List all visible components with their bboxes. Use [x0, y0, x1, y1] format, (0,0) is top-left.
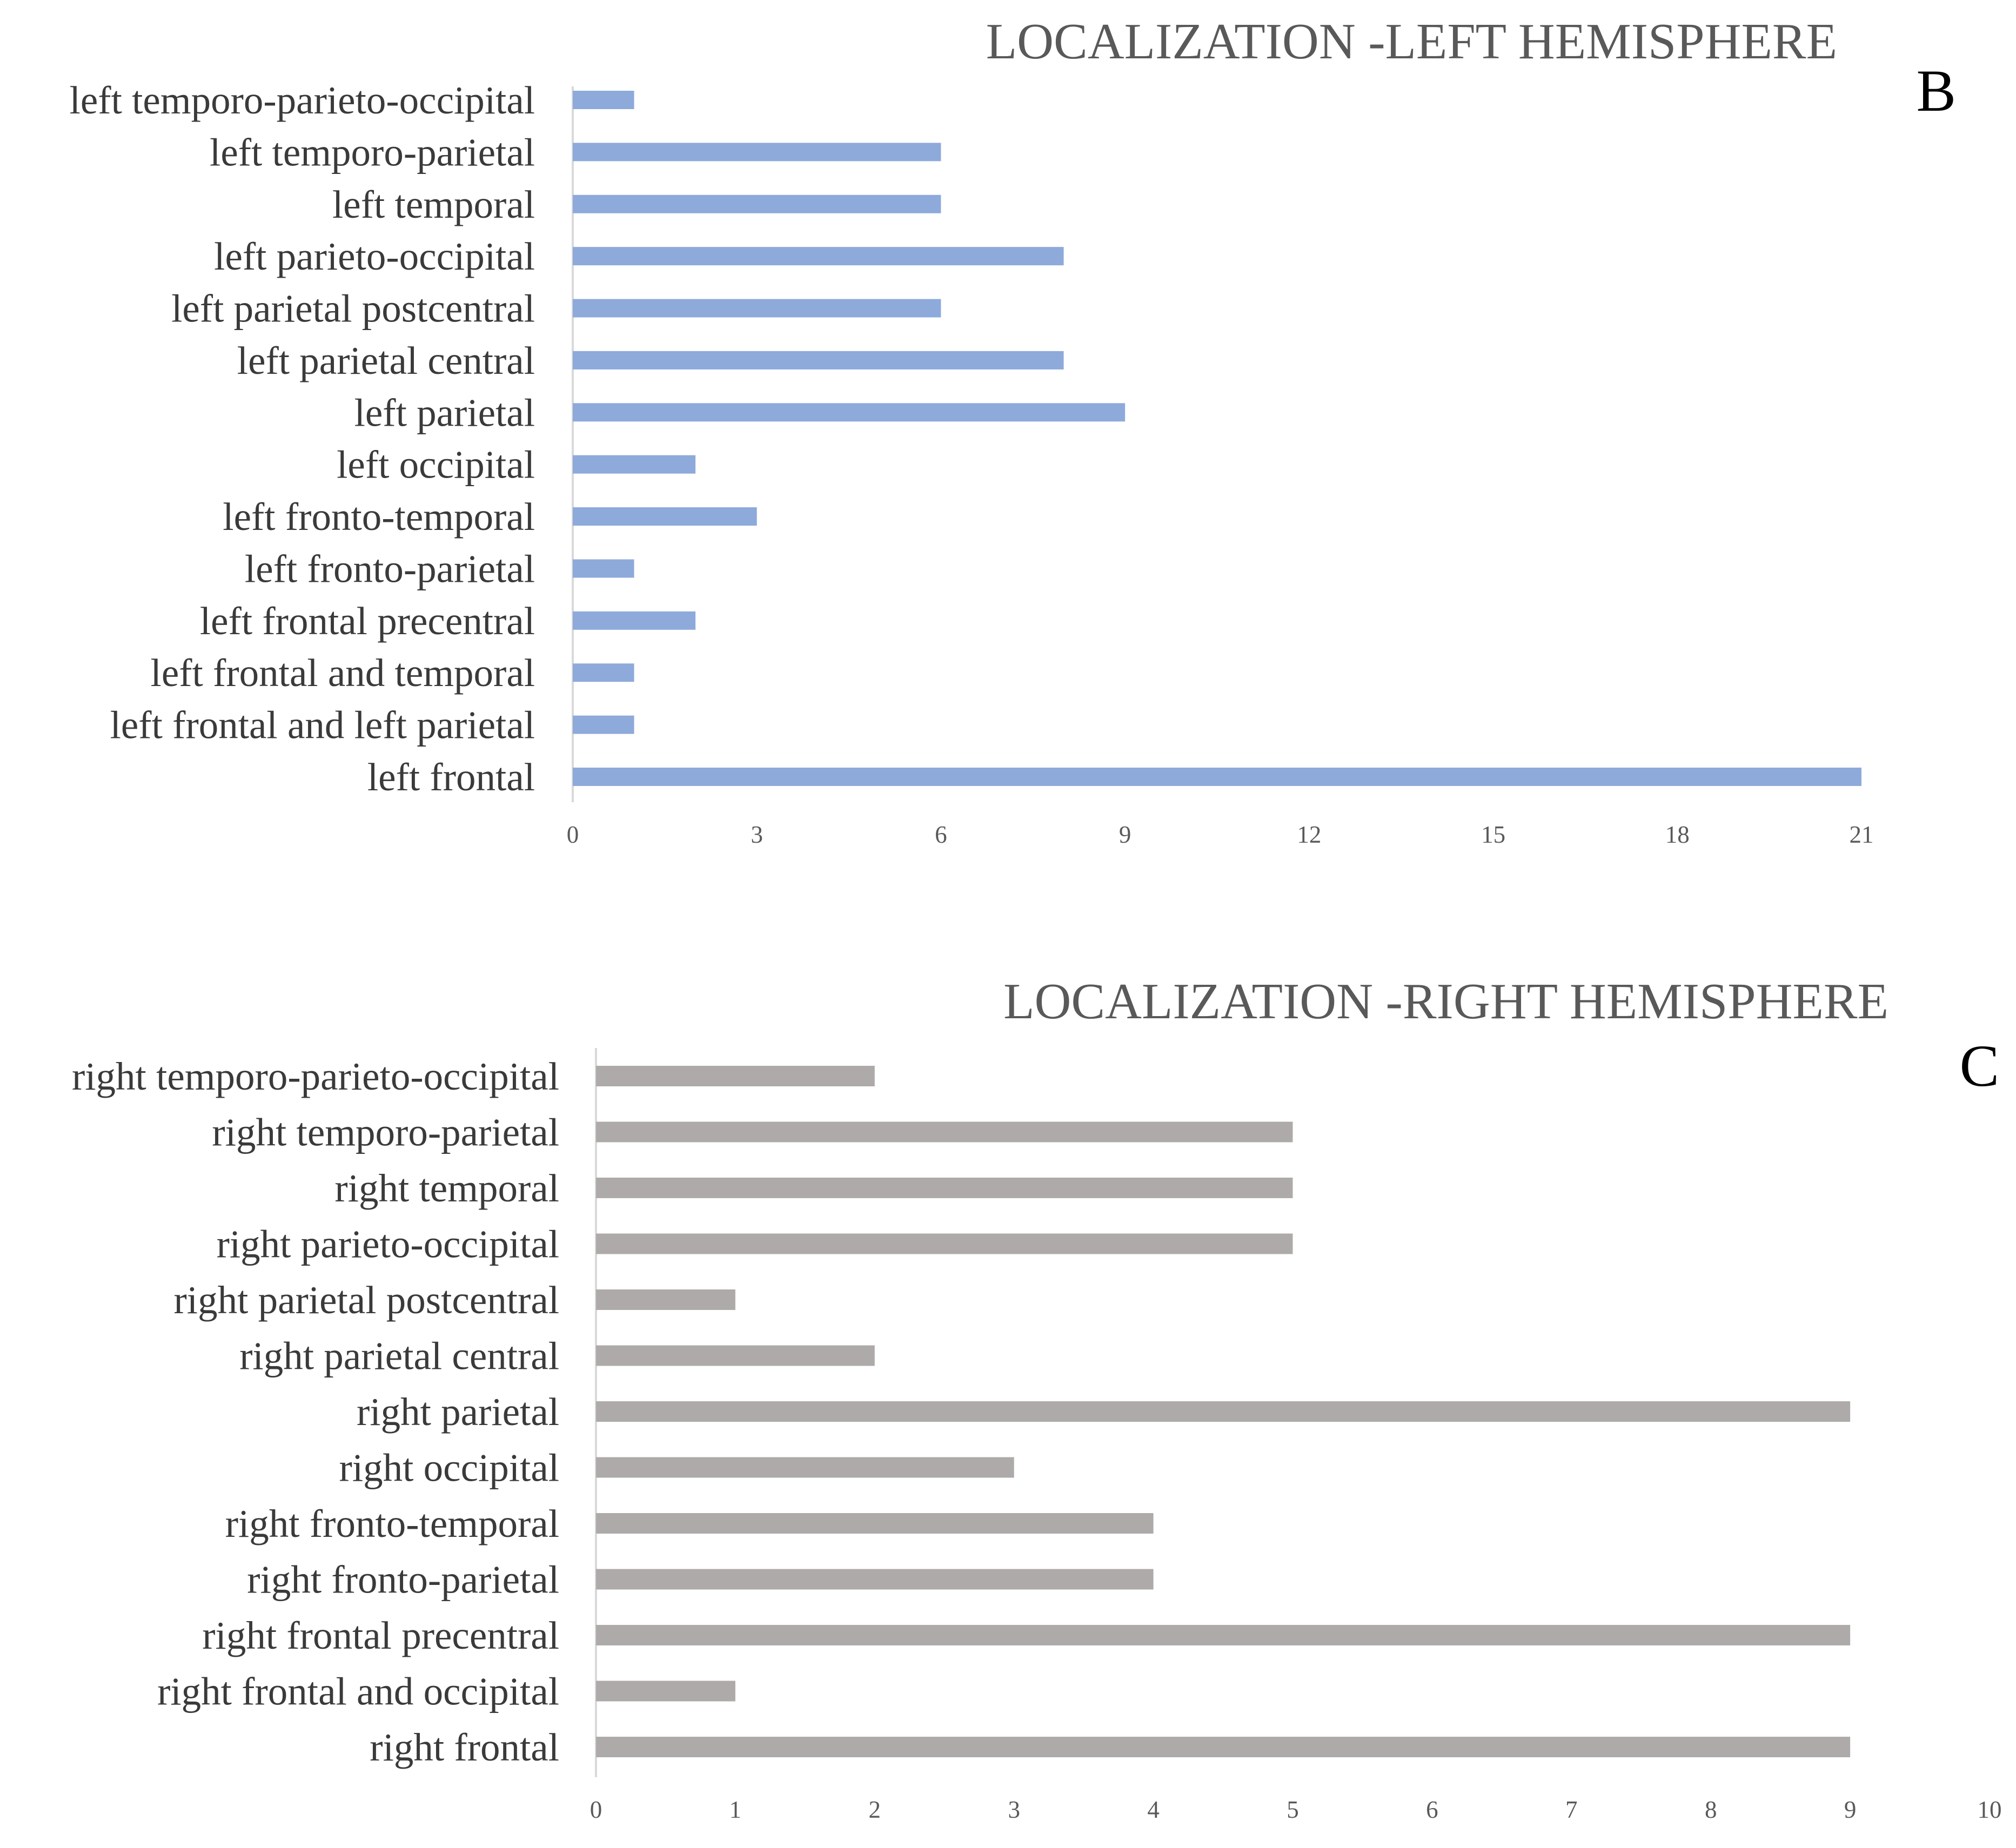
x-tick-label: 2 [868, 1796, 881, 1823]
x-tick-label: 5 [1287, 1796, 1299, 1823]
bar [573, 351, 1064, 369]
bar [573, 559, 634, 577]
x-tick-labels-right [590, 1796, 2002, 1823]
x-tick-label: 0 [566, 821, 579, 848]
bar [573, 611, 695, 630]
x-tick-label: 10 [1977, 1796, 2002, 1823]
bar [573, 455, 695, 474]
bar [596, 1625, 1850, 1645]
x-tick-label: 4 [1147, 1796, 1160, 1823]
category-label: left frontal and left parietal [110, 703, 535, 747]
panel-label-b: B [1916, 58, 1956, 124]
bar [596, 1737, 1850, 1757]
panel-label-c: C [1959, 1033, 1999, 1099]
bar [573, 299, 941, 318]
x-tick-label: 3 [751, 821, 763, 848]
bar [596, 1569, 1154, 1590]
category-label: right frontal precentral [202, 1614, 559, 1657]
category-label: right temporal [334, 1166, 559, 1210]
x-tick-label: 1 [729, 1796, 742, 1823]
bar [573, 768, 1861, 786]
category-label: left frontal and temporal [150, 651, 535, 695]
bar [596, 1346, 875, 1366]
bar [573, 143, 941, 161]
x-tick-label: 18 [1665, 821, 1690, 848]
bar [573, 403, 1125, 421]
chart-left-hemisphere [70, 14, 1956, 848]
category-label: left frontal [367, 755, 535, 799]
category-label: right temporo-parieto-occipital [71, 1054, 559, 1098]
bar [596, 1122, 1293, 1143]
category-label: left fronto-parietal [244, 547, 535, 591]
x-tick-labels-left [567, 821, 1874, 848]
bar [573, 195, 941, 213]
category-label: left temporo-parietal [210, 130, 535, 174]
bar [596, 1513, 1154, 1534]
x-tick-label: 8 [1704, 1796, 1717, 1823]
bar [596, 1066, 875, 1086]
category-label: left parietal [354, 391, 535, 435]
bar [596, 1289, 735, 1310]
bar [573, 716, 634, 734]
bar [596, 1681, 735, 1702]
category-label: left temporal [332, 182, 535, 226]
category-label: left temporo-parieto-occipital [69, 78, 535, 122]
category-label: left fronto-temporal [223, 495, 535, 539]
bar [573, 663, 634, 682]
category-label: right fronto-temporal [225, 1502, 559, 1545]
chart-title-right: LOCALIZATION -RIGHT HEMISPHERE [1003, 973, 1888, 1030]
x-tick-label: 21 [1849, 821, 1874, 848]
x-tick-label: 12 [1297, 821, 1322, 848]
x-tick-label: 6 [1426, 1796, 1438, 1823]
bar [573, 247, 1064, 265]
category-label: right parietal postcentral [173, 1278, 559, 1322]
x-tick-label: 9 [1844, 1796, 1857, 1823]
category-label: right parietal central [239, 1334, 559, 1378]
category-label: left parietal central [237, 338, 535, 382]
x-tick-label: 3 [1008, 1796, 1020, 1823]
bar [573, 91, 634, 109]
category-label: right parieto-occipital [216, 1222, 559, 1266]
category-label: left parieto-occipital [214, 234, 535, 279]
x-tick-label: 15 [1481, 821, 1506, 848]
category-label: right temporo-parietal [212, 1110, 559, 1154]
bar [573, 507, 757, 526]
category-label: right frontal [370, 1725, 559, 1769]
category-label: left frontal precentral [199, 599, 535, 643]
chart-title-left: LOCALIZATION -LEFT HEMISPHERE [986, 14, 1837, 70]
x-tick-label: 6 [935, 821, 947, 848]
bar [596, 1401, 1850, 1422]
x-tick-label: 0 [590, 1796, 602, 1823]
bar [596, 1234, 1293, 1254]
bars-right [596, 1066, 1850, 1757]
category-label: right frontal and occipital [157, 1669, 559, 1713]
chart-right-hemisphere [72, 973, 2002, 1823]
category-labels-right [72, 1054, 559, 1769]
category-labels-left [70, 78, 535, 799]
category-label: right occipital [339, 1446, 559, 1490]
category-label: left parietal postcentral [171, 286, 535, 331]
x-tick-label: 9 [1118, 821, 1131, 848]
bar [596, 1178, 1293, 1198]
bar [596, 1457, 1014, 1478]
category-label: right parietal [357, 1390, 559, 1434]
category-label: left occipital [337, 442, 535, 487]
category-label: right fronto-parietal [247, 1557, 559, 1602]
x-tick-label: 7 [1565, 1796, 1578, 1823]
bars-left [573, 91, 1861, 786]
